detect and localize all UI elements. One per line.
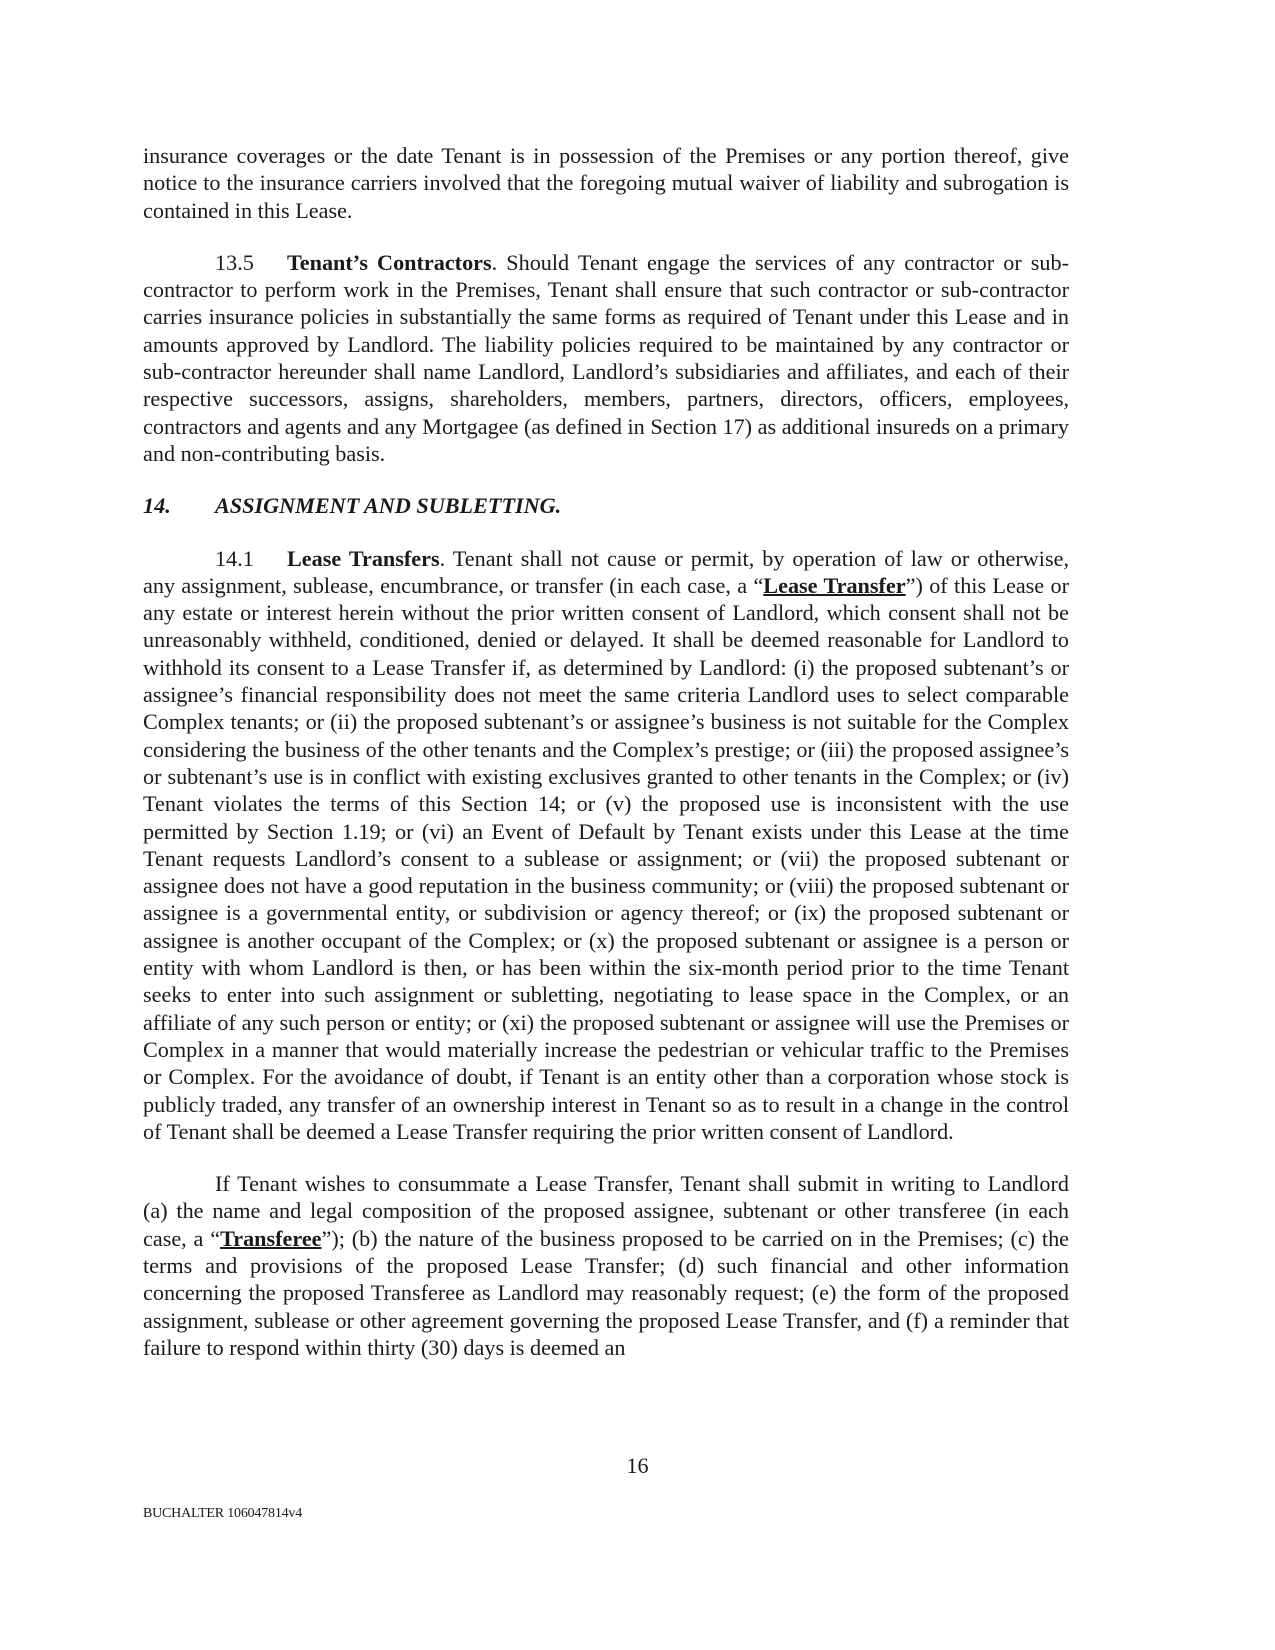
section-title: Tenant’s Contractors [287,249,492,275]
defined-term-lease-transfer: Lease Transfer [763,572,906,598]
defined-term-transferee: Transferee [220,1225,322,1251]
section-number: 14.1 [215,545,254,571]
paragraph-body: If Tenant wishes to consummate a Lease Transfer, Tenant shall submit in writing to Landlord (a) the name and legal composition of the proposed assignee, subtenant or other transferee (in each case, a “ [143,1171,1069,1251]
paragraph-body-continued: ”); (b) the nature of the business proposed to be carried on in the Premises; (c) the terms and provisions of the proposed Lease Transfer; (d) such financial and other information concerning the proposed Transferee as Landlord may reasonably request; (e) the form of the proposed assignment, sublease or other agreement governing the proposed Lease Transfer, and (f) a reminder that failure to respond within thirty (30) days is deemed an [143,1225,1070,1360]
section-title: Lease Transfers [287,545,440,571]
section-13-5 [143,249,1069,467]
section-body-continued: ”) of this Lease or any estate or interest herein without the prior written consent of Landlord, which consent shall not be unreasonably withheld, conditioned, denied or delayed. It shall be deemed reasonable for Landlord to withhold its consent to a Lease Transfer if, as determined by Landlord: (i) the proposed subtenant’s or assignee’s financial responsibility does not meet the same criteria Landlord uses to select comparable Complex tenants; or (ii) the proposed subtenant’s or assignee’s business is not suitable for the Complex considering the business of the other tenants and the Complex’s prestige; or (iii) the proposed assignee’s or subtenant’s use is in conflict with existing exclusives granted to other tenants in the Complex; or (iv) Tenant violates the terms of this Section 14; or (v) the proposed use is inconsistent with the use permitted by Section 1.19; or (vi) an Event of Default by Tenant exists under this Lease at the time Tenant requests Landlord’s consent to a sublease or assignment; or (vii) the proposed subtenant or assignee does not have a good reputation in the business community; or (viii) the proposed subtenant or assignee is a governmental entity, or subdivision or agency thereof; or (ix) the proposed subtenant or assignee is another occupant of the Complex; or (x) the proposed subtenant or assignee is a person or entity with whom Landlord is then, or has been within the six-month period prior to the time Tenant seeks to enter into such assignment or subletting, negotiating to lease space in the Complex, or an affiliate of any such person or entity; or (xi) the proposed subtenant or assignee will use the Premises or Complex in a manner that would materially increase the pedestrian or vehicular traffic to the Premises or Complex. For the avoidance of doubt, if Tenant is an entity other than a corporation whose stock is publicly traded, any transfer of an ownership interest in Tenant so as to result in a change in the control of Tenant shall be deemed a Lease Transfer requiring the prior written consent of Landlord. [143,572,1069,1144]
section-body: . Should Tenant engage the services of any contractor or sub-contractor to perform work in the Premises, Tenant shall ensure that such contractor or sub-contractor carries insurance policies in substantially the same forms as required of Tenant under this Lease and in amounts approved by Landlord. The liability policies required to be maintained by any contractor or sub-contractor hereunder shall name Landlord, Landlord’s subsidiaries and affiliates, and each of their respective successors, assigns, shareholders, members, partners, directors, officers, employees, contractors and agents and any Mortgagee (as defined in Section 17) as additional insureds on a primary and non-contributing basis. [143,249,1070,466]
section-number: 13.5 [215,249,254,275]
page-number: 16 [626,1453,649,1478]
section-body: . Tenant shall not cause or permit, by operation of law or otherwise, any assignment, sublease, encumbrance, or transfer (in each case, a “ [143,545,1070,598]
document-page [143,142,1069,1361]
heading-title: ASSIGNMENT AND SUBLETTING. [215,493,562,519]
heading-number: 14. [143,493,171,519]
footer-document-id: BUCHALTER 106047814v4 [143,1506,303,1521]
paragraph-transfer-request [143,1170,1069,1361]
section-14-1 [143,545,1069,1146]
paragraph-intro: insurance coverages or the date Tenant is in possession of the Premises or any portion thereof, give notice to the insurance carriers involved that the foregoing mutual waiver of liability and subrogation is contained in this Lease. [143,143,1069,223]
section-14-heading [143,492,1069,519]
